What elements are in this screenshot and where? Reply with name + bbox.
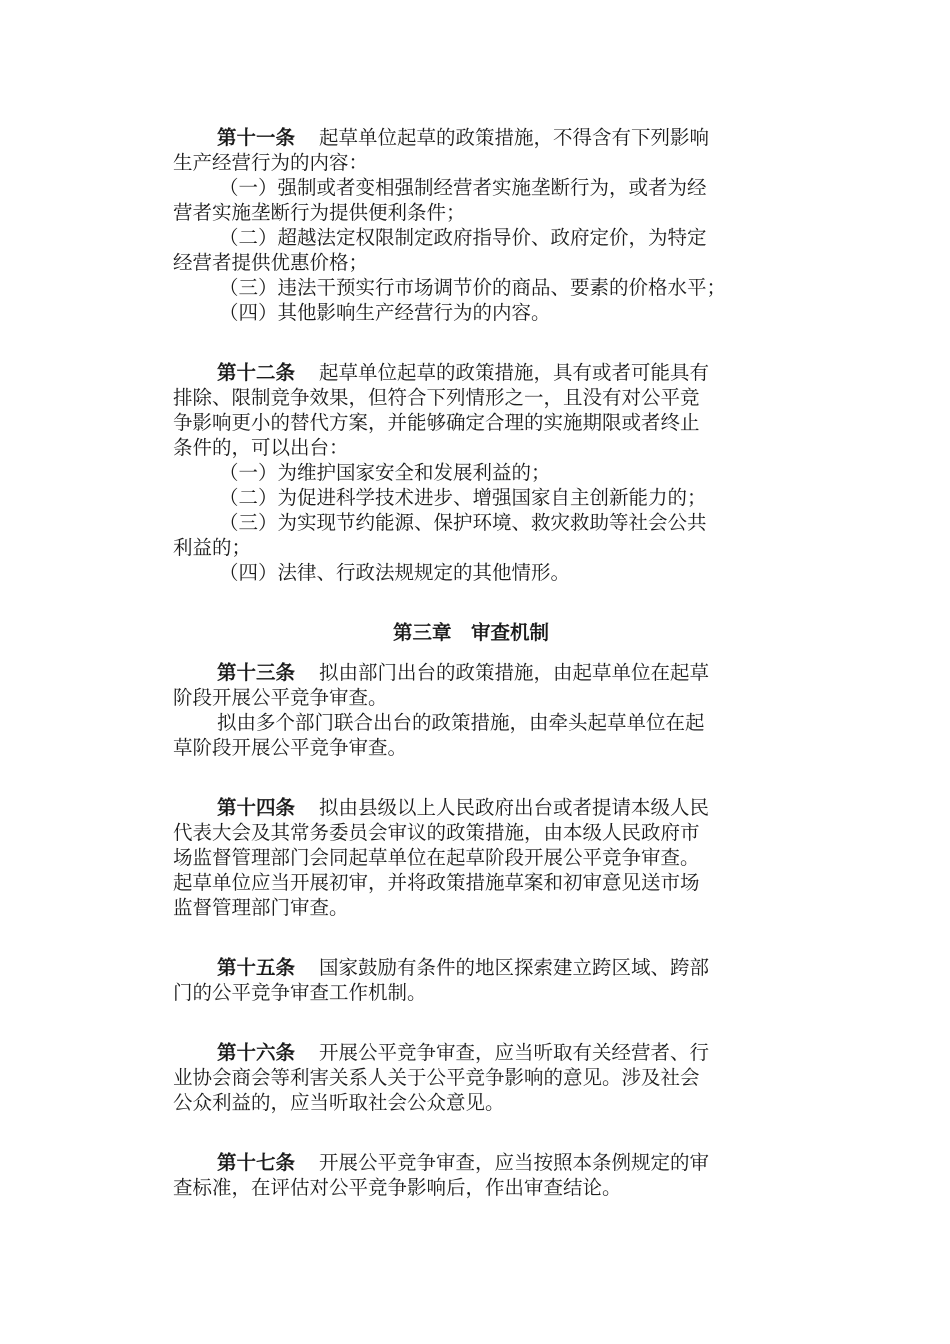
article-12-item-3-cont: 利益的； [173,536,252,559]
article-11-text: 起草单位起草的政策措施，不得含有下列影响 [319,126,710,149]
article-12-item-3: （三）为实现节约能源、保护环境、救灾救助等社会公共 [219,511,707,534]
chapter-3-heading: 第三章 审查机制 [392,621,549,644]
article-11-item-2: （二）超越法定权限制定政府指导价、政府定价，为特定 [219,226,707,249]
article-12-item-2: （二）为促进科学技术进步、增强国家自主创新能力的； [219,486,707,509]
article-11-item-1-cont: 营者实施垄断行为提供便利条件； [173,201,466,224]
article-12-first-line [173,360,763,385]
article-14-text-cont-1: 代表大会及其常务委员会审议的政策措施，由本级人民政府市 [173,821,700,844]
article-13-para-2-cont: 草阶段开展公平竞争审查。 [173,736,408,759]
article-14 [173,795,763,920]
article-12-text-cont-1: 排除、限制竞争效果，但符合下列情形之一，且没有对公平竞 [173,386,700,409]
article-16-label: 第十六条 [217,1041,296,1064]
article-15 [173,955,763,1005]
article-14-text-cont-3: 起草单位应当开展初审，并将政策措施草案和初审意见送市场 [173,871,700,894]
article-17-text-cont: 查标准，在评估对公平竞争影响后，作出审查结论。 [173,1176,622,1199]
article-13-text-cont: 阶段开展公平竞争审查。 [173,686,388,709]
article-11-item-2-cont: 经营者提供优惠价格； [173,251,369,274]
article-15-label: 第十五条 [217,956,296,979]
article-14-text-cont-2: 场监督管理部门会同起草单位在起草阶段开展公平竞争审查。 [173,846,700,869]
article-11 [173,125,763,325]
article-13 [173,660,763,760]
article-13-first-line [173,660,763,685]
article-12-item-1: （一）为维护国家安全和发展利益的； [219,461,551,484]
article-12-text: 起草单位起草的政策措施，具有或者可能具有 [319,361,710,384]
article-16-text: 开展公平竞争审查，应当听取有关经营者、行 [319,1041,710,1064]
article-13-para-2: 拟由多个部门联合出台的政策措施，由牵头起草单位在起 [217,711,705,734]
article-15-text-cont: 门的公平竞争审查工作机制。 [173,981,427,1004]
article-11-item-1: （一）强制或者变相强制经营者实施垄断行为，或者为经 [219,176,707,199]
article-13-text: 拟由部门出台的政策措施，由起草单位在起草 [319,661,710,684]
article-11-text-cont: 生产经营行为的内容： [173,151,369,174]
article-14-label: 第十四条 [217,796,296,819]
article-11-label: 第十一条 [217,126,296,149]
article-17-first-line [173,1150,763,1175]
article-16-text-cont-2: 公众利益的，应当听取社会公众意见。 [173,1091,505,1114]
article-11-first-line [173,125,763,150]
article-14-first-line [173,795,763,820]
article-14-text-cont-4: 监督管理部门审查。 [173,896,349,919]
document-body [173,125,763,1200]
article-12 [173,360,763,585]
article-17 [173,1150,763,1200]
article-13-label: 第十三条 [217,661,296,684]
article-12-item-4: （四）法律、行政法规规定的其他情形。 [219,561,571,584]
article-11-item-3: （三）违法干预实行市场调节价的商品、要素的价格水平； [219,276,727,299]
article-15-first-line [173,955,763,980]
article-16-text-cont-1: 业协会商会等利害关系人关于公平竞争影响的意见。涉及社会 [173,1066,700,1089]
article-16 [173,1040,763,1115]
article-16-first-line [173,1040,763,1065]
article-17-label: 第十七条 [217,1151,296,1174]
article-11-item-4: （四）其他影响生产经营行为的内容。 [219,301,551,324]
article-12-text-cont-2: 争影响更小的替代方案，并能够确定合理的实施期限或者终止 [173,411,700,434]
article-15-text: 国家鼓励有条件的地区探索建立跨区域、跨部 [319,956,710,979]
article-14-text: 拟由县级以上人民政府出台或者提请本级人民 [319,796,710,819]
article-12-label: 第十二条 [217,361,296,384]
article-12-text-cont-3: 条件的，可以出台： [173,436,349,459]
article-17-text: 开展公平竞争审查，应当按照本条例规定的审 [319,1151,710,1174]
